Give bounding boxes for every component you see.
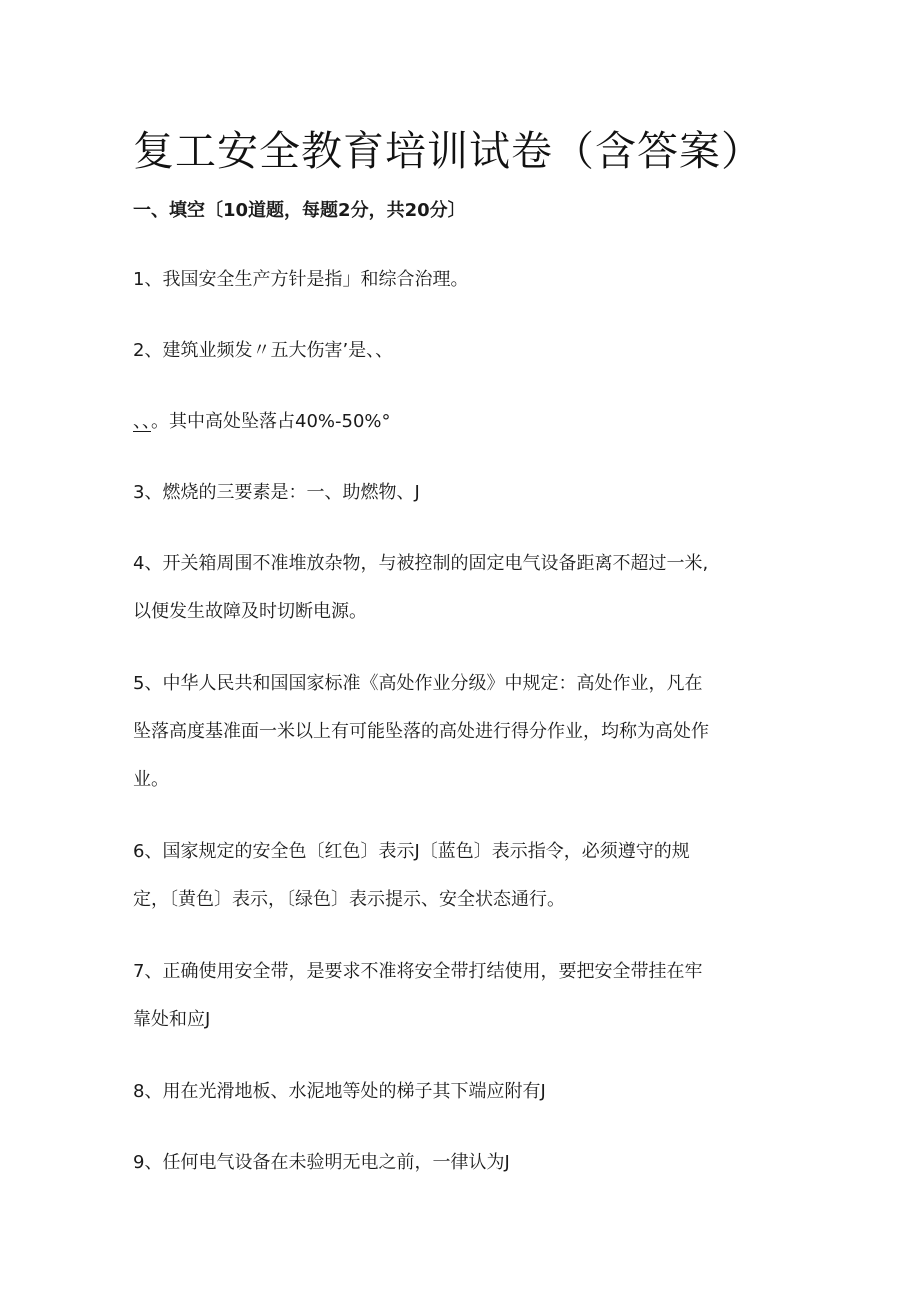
question-line-rest: 。其中高处坠落占40%-50%° (151, 411, 391, 432)
question-2 (133, 327, 783, 375)
question-4 (133, 540, 783, 636)
section-heading: 一、填空〔10道题，每题2分，共20分〕 (133, 200, 466, 221)
question-line: 定，〔黄色〕表示，〔绿色〕表示提示、安全状态通行。 (133, 889, 565, 910)
answer-blank: 、、 (133, 411, 151, 432)
question-line: 靠处和应J (133, 1009, 211, 1030)
question-7 (133, 948, 783, 1044)
question-line: 5、中华人民共和国国家标准《高处作业分级》中规定：高处作业，凡在 (133, 673, 703, 694)
question-9 (133, 1139, 783, 1187)
question-3 (133, 469, 783, 517)
question-line: 业。 (133, 769, 169, 790)
document-title: 复工安全教育培训试卷（含答案） (133, 127, 763, 175)
question-2-continued (133, 398, 783, 446)
question-line: 9、任何电气设备在未验明无电之前，一律认为J (133, 1152, 510, 1173)
question-5 (133, 660, 783, 804)
question-line (133, 398, 783, 446)
question-line: 6、国家规定的安全色〔红色〕表示J〔蓝色〕表示指令，必须遵守的规 (133, 841, 690, 862)
question-line: 8、用在光滑地板、水泥地等处的梯子其下端应附有J (133, 1081, 546, 1102)
question-line: 4、开关箱周围不准堆放杂物，与被控制的固定电气设备距离不超过一米, (133, 553, 709, 574)
question-line: 坠落高度基准面一米以上有可能坠落的高处进行得分作业，均称为高处作 (133, 721, 709, 742)
question-line: 1、我国安全生产方针是指」和综合治理。 (133, 269, 469, 290)
question-line: 3、燃烧的三要素是：一、助燃物、J (133, 482, 420, 503)
question-6 (133, 828, 783, 924)
question-line: 7、正确使用安全带，是要求不准将安全带打结使用，要把安全带挂在牢 (133, 961, 703, 982)
question-line: 以便发生故障及时切断电源。 (133, 601, 367, 622)
question-line: 2、建筑业频发〃五大伤害’是、、 (133, 340, 394, 361)
question-1 (133, 256, 783, 304)
question-8 (133, 1068, 783, 1116)
